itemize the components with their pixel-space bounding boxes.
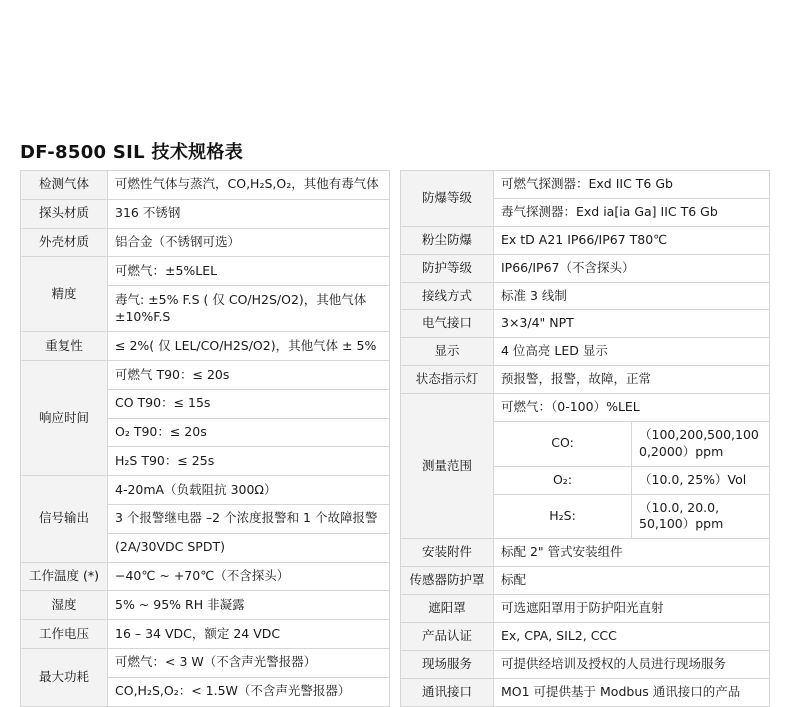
row-value: 16 – 34 VDC，额定 24 VDC [108,620,390,649]
right-spec-table [400,170,770,707]
row-label: 检测气体 [21,171,108,200]
row-label: 现场服务 [401,650,494,678]
table-row [401,171,770,199]
table-row [401,338,770,366]
row-value: 3×3/4" NPT [494,310,770,338]
row-value: −40℃ ~ +70℃（不含探头） [108,562,390,591]
row-value: （10.0, 25%）Vol [632,466,770,494]
row-value: 5% ~ 95% RH 非凝露 [108,591,390,620]
page-title: DF-8500 SIL 技术规格表 [20,142,244,163]
table-row [401,622,770,650]
row-value: 标配 2" 管式安装组件 [494,539,770,567]
row-label: 精度 [21,257,108,332]
row-value: IP66/IP67（不含探头） [494,254,770,282]
table-row [21,228,390,257]
row-value: MO1 可提供基于 Modbus 通讯接口的产品 [494,678,770,706]
row-value: 标配 [494,567,770,595]
row-label: 粉尘防爆 [401,226,494,254]
row-value: 可燃气：±5%LEL [108,257,390,286]
row-label: 电气接口 [401,310,494,338]
table-row [401,366,770,394]
row-sub-label: CO: [494,421,632,466]
left-table-body [21,171,390,707]
row-sub-label: H₂S: [494,494,632,539]
row-label: 响应时间 [21,361,108,476]
row-label: 遮阳罩 [401,595,494,623]
row-label: 状态指示灯 [401,366,494,394]
row-value: 可燃气：< 3 W（不含声光警报器） [108,648,390,677]
row-label: 防爆等级 [401,171,494,227]
table-row [401,678,770,706]
table-row [401,567,770,595]
row-value: 可选遮阳罩用于防护阳光直射 [494,595,770,623]
row-value: 可燃气：（0-100）%LEL [494,394,770,422]
row-value: O₂ T90：≤ 20s [108,418,390,447]
table-row [401,282,770,310]
row-value: 标准 3 线制 [494,282,770,310]
row-value: （100,200,500,1000,2000）ppm [632,421,770,466]
table-row [401,595,770,623]
row-value: 316 不锈钢 [108,199,390,228]
row-label: 最大功耗 [21,648,108,706]
row-value: （10.0, 20.0, 50,100）ppm [632,494,770,539]
row-label: 湿度 [21,591,108,620]
row-value: Ex tD A21 IP66/IP67 T80℃ [494,226,770,254]
row-value: 可燃性气体与蒸汽，CO,H₂S,O₂，其他有毒气体 [108,171,390,200]
table-row [21,476,390,505]
table-row [21,648,390,677]
left-spec-table [20,170,390,707]
row-value: (2A/30VDC SPDT) [108,533,390,562]
row-label: 重复性 [21,332,108,361]
table-row [21,562,390,591]
row-value: ≤ 2%( 仅 LEL/CO/H2S/O2)，其他气体 ± 5% [108,332,390,361]
row-label: 测量范围 [401,394,494,539]
row-label: 安装附件 [401,539,494,567]
table-row [401,310,770,338]
right-table-body [401,171,770,707]
row-label: 探头材质 [21,199,108,228]
row-value: 4-20mA（负载阻抗 300Ω） [108,476,390,505]
row-label: 防护等级 [401,254,494,282]
table-row [21,591,390,620]
row-value: H₂S T90：≤ 25s [108,447,390,476]
table-row [21,332,390,361]
row-label: 通讯接口 [401,678,494,706]
row-value: 4 位高亮 LED 显示 [494,338,770,366]
row-label: 外壳材质 [21,228,108,257]
row-value: 可提供经培训及授权的人员进行现场服务 [494,650,770,678]
table-row [21,620,390,649]
row-label: 工作电压 [21,620,108,649]
row-label: 工作温度 (*) [21,562,108,591]
table-row [21,199,390,228]
row-sub-label: O₂: [494,466,632,494]
table-row [401,539,770,567]
table-row [401,650,770,678]
row-label: 信号输出 [21,476,108,562]
row-value: 可燃气 T90：≤ 20s [108,361,390,390]
table-row [401,254,770,282]
row-value: Ex, CPA, SIL2, CCC [494,622,770,650]
row-value: 铝合金（不锈钢可选） [108,228,390,257]
row-value: CO,H₂S,O₂：< 1.5W（不含声光警报器） [108,677,390,706]
row-value: 毒气探测器：Exd ia[ia Ga] IIC T6 Gb [494,198,770,226]
row-value: CO T90：≤ 15s [108,389,390,418]
row-label: 传感器防护罩 [401,567,494,595]
table-row [21,257,390,286]
table-row [401,226,770,254]
row-value: 3 个报警继电器 –2 个浓度报警和 1 个故障报警 [108,505,390,534]
table-row [21,171,390,200]
row-value: 预报警，报警，故障，正常 [494,366,770,394]
row-value: 可燃气探测器：Exd IIC T6 Gb [494,171,770,199]
row-label: 接线方式 [401,282,494,310]
spec-tables-container [20,170,770,707]
table-row [401,394,770,422]
row-label: 显示 [401,338,494,366]
row-value: 毒气: ±5% F.S ( 仅 CO/H2S/O2)，其他气体 ±10%F.S [108,286,390,332]
table-row [21,361,390,390]
row-label: 产品认证 [401,622,494,650]
